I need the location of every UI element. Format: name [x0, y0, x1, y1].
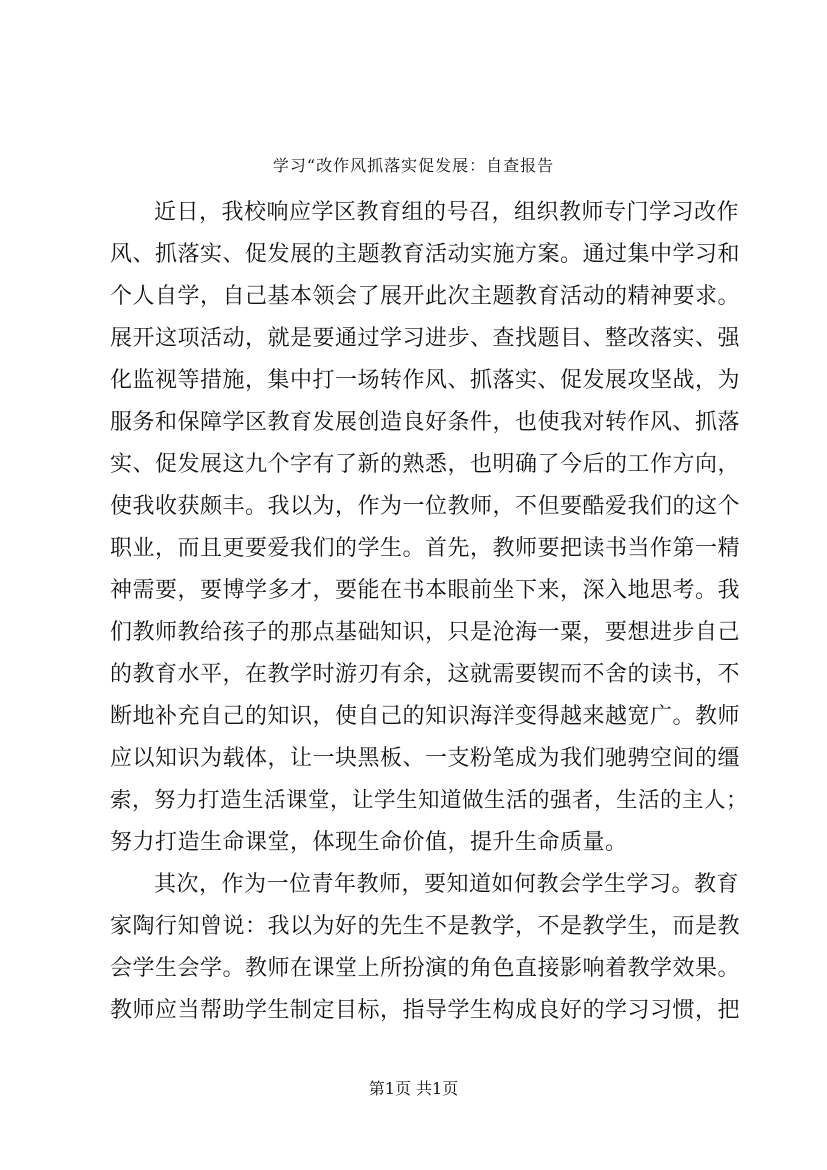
text-line: 服务和保障学区教育发展创造良好条件，也使我对转作风、抓落 — [110, 410, 741, 435]
text-line: 职业，而且更要爱我们的学生。首先，教师要把读书当作第一精 — [110, 536, 741, 561]
text-line: 断地补充自己的知识，使自己的知识海洋变得越来越宽广。教师 — [110, 704, 741, 729]
page-footer: 第1页 共1页 — [368, 1079, 459, 1098]
text-line: 近日，我校响应学区教育组的号召，组织教师专门学习改作 — [154, 200, 740, 225]
text-line: 努力打造生命课堂，体现生命价值，提升生命质量。 — [110, 830, 628, 855]
text-line: 个人自学，自己基本领会了展开此次主题教育活动的精神要求。 — [110, 284, 741, 309]
text-line: 使我收获颇丰。我以为，作为一位教师，不但要酷爱我们的这个 — [110, 494, 741, 519]
text-line: 家陶行知曾说：我以为好的先生不是教学，不是教学生，而是教 — [110, 914, 741, 939]
text-line: 风、抓落实、促发展的主题教育活动实施方案。通过集中学习和 — [110, 242, 741, 267]
text-line: 们教师教给孩子的那点基础知识，只是沧海一粟，要想进步自己 — [110, 620, 741, 645]
text-line: 的教育水平，在教学时游刃有余，这就需要锲而不舍的读书，不 — [110, 662, 741, 687]
text-line: 教师应当帮助学生制定目标，指导学生构成良好的学习习惯，把 — [110, 998, 741, 1023]
text-line: 神需要，要博学多才，要能在书本眼前坐下来，深入地思考。我 — [110, 578, 741, 603]
text-line: 展开这项活动，就是要通过学习进步、查找题目、整改落实、强 — [110, 326, 741, 351]
text-line: 化监视等措施，集中打一场转作风、抓落实、促发展攻坚战，为 — [110, 368, 741, 393]
text-line: 其次，作为一位青年教师，要知道如何教会学生学习。教育 — [154, 872, 740, 897]
text-line: 索，努力打造生活课堂，让学生知道做生活的强者，生活的主人； — [110, 788, 749, 813]
page-title: 学习“改作风抓落实促发展：自查报告 — [272, 156, 555, 175]
text-line: 会学生会学。教师在课堂上所扮演的角色直接影响着教学效果。 — [110, 956, 741, 981]
text-line: 实、促发展这九个字有了新的熟悉，也明确了今后的工作方向， — [110, 452, 741, 477]
text-line: 应以知识为载体，让一块黑板、一支粉笔成为我们驰骋空间的缰 — [110, 746, 741, 771]
